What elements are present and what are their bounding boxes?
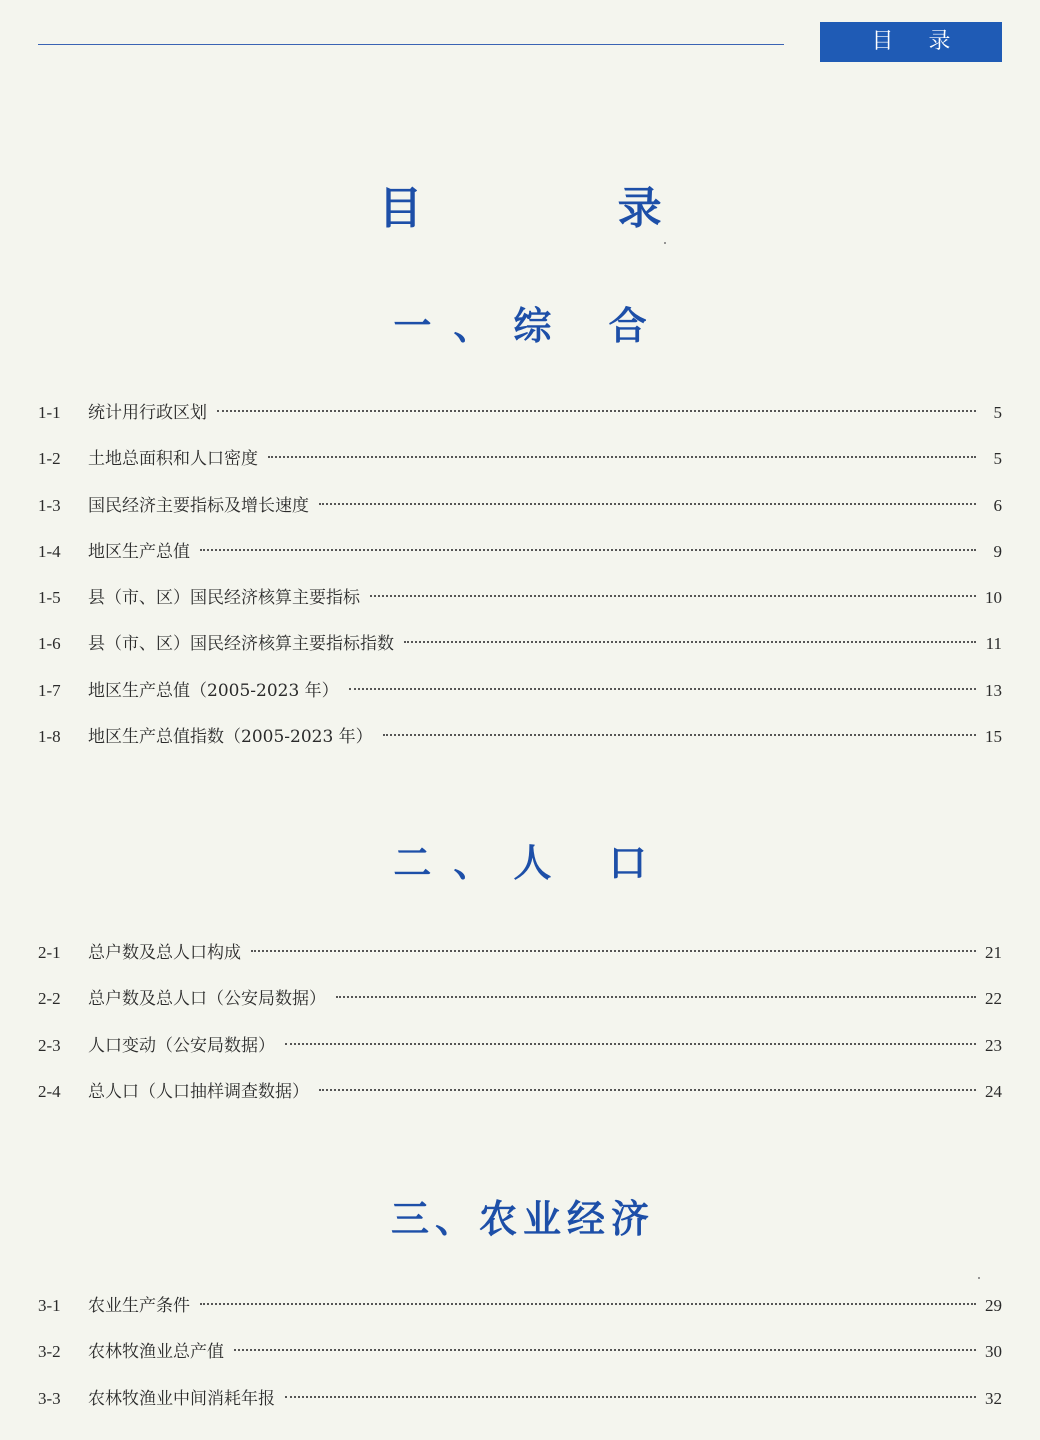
toc-entry-title: 县（市、区）国民经济核算主要指标指数 (88, 634, 394, 655)
toc-leader-dots (319, 503, 976, 505)
toc-entry-title: 地区生产总值（2005-2023 年） (88, 680, 339, 701)
toc-entry-number: 2-2 (38, 989, 61, 1009)
toc-entry-title: 县（市、区）国民经济核算主要指标 (88, 588, 360, 609)
toc-entry-page: 6 (993, 495, 1002, 515)
toc-entry-title: 地区生产总值指数（2005-2023 年） (88, 727, 373, 748)
toc-leader-dots (370, 595, 976, 597)
section-heading-3: 三、农业经济 (390, 1197, 655, 1241)
toc-leader-dots (234, 1349, 976, 1351)
toc-entry-number: 3-3 (38, 1388, 61, 1408)
toc-entry[interactable] (38, 984, 1002, 1030)
toc-entry-page: 21 (985, 943, 1002, 962)
toc-entry-page: 30 (985, 1342, 1002, 1362)
toc-leader-dots (285, 1396, 976, 1398)
toc-entry-number: 1-4 (38, 541, 61, 561)
toc-entry-title: 国民经济主要指标及增长速度 (88, 495, 309, 516)
toc-entry-page: 15 (985, 727, 1002, 747)
toc-leader-dots (285, 1043, 976, 1045)
toc-entry-number: 2-3 (38, 1035, 61, 1055)
paper-speck (978, 1277, 980, 1279)
toc-entry-number: 1-7 (38, 680, 61, 700)
section-heading-2: 二、人 口 (393, 841, 669, 885)
toc-leader-dots (319, 1089, 976, 1091)
toc-leader-dots (251, 950, 976, 952)
toc-entry-page: 11 (985, 634, 1002, 654)
toc-entry-page: 23 (985, 1035, 1002, 1055)
header-section-tab: 目 录 (820, 22, 1002, 62)
page-title: 目 录 (378, 183, 752, 234)
toc-entry-page: 9 (993, 541, 1002, 561)
toc-entry-title: 人口变动（公安局数据） (88, 1035, 275, 1056)
toc-entry[interactable] (38, 1384, 1002, 1430)
toc-entry-number: 1-1 (38, 403, 61, 422)
toc-list-section-1 (38, 398, 1002, 768)
toc-entry-number: 1-2 (38, 449, 61, 469)
toc-entry-number: 1-8 (38, 727, 61, 747)
header-rule (38, 44, 784, 45)
toc-entry[interactable] (38, 398, 1002, 444)
toc-entry-page: 5 (993, 449, 1002, 469)
toc-entry-page: 32 (985, 1388, 1002, 1408)
toc-entry-number: 3-2 (38, 1342, 61, 1362)
toc-leader-dots (383, 734, 976, 736)
toc-entry-page: 5 (993, 403, 1002, 422)
toc-entry-number: 1-6 (38, 634, 61, 654)
toc-entry-page: 29 (985, 1296, 1002, 1315)
toc-entry-page: 10 (985, 588, 1002, 608)
toc-entry-title: 农林牧渔业总产值 (88, 1342, 224, 1363)
toc-leader-dots (404, 641, 976, 643)
toc-entry-title: 总人口（人口抽样调查数据） (88, 1081, 309, 1102)
toc-entry-title: 总户数及总人口构成 (88, 943, 241, 963)
toc-leader-dots (349, 688, 976, 690)
toc-leader-dots (336, 996, 976, 998)
toc-entry-title: 土地总面积和人口密度 (88, 449, 258, 470)
toc-leader-dots (217, 410, 976, 412)
toc-list-section-3 (38, 1291, 1002, 1430)
toc-entry-number: 2-4 (38, 1081, 61, 1101)
toc-entry[interactable] (38, 629, 1002, 675)
toc-entry[interactable] (38, 722, 1002, 768)
toc-entry[interactable] (38, 537, 1002, 583)
toc-entry-number: 1-5 (38, 588, 61, 608)
toc-entry-page: 22 (985, 989, 1002, 1009)
toc-entry-title: 农林牧渔业中间消耗年报 (88, 1388, 275, 1409)
toc-entry-page: 13 (985, 680, 1002, 700)
toc-entry-title: 总户数及总人口（公安局数据） (88, 989, 326, 1010)
toc-entry-page: 24 (985, 1081, 1002, 1101)
toc-entry-number: 2-1 (38, 943, 61, 962)
toc-leader-dots (200, 1303, 976, 1305)
toc-entry[interactable] (38, 676, 1002, 722)
toc-entry[interactable] (38, 1031, 1002, 1077)
toc-leader-dots (200, 549, 976, 551)
toc-entry-number: 3-1 (38, 1296, 61, 1315)
section-heading-1: 一、综 合 (393, 304, 669, 348)
toc-entry-title: 地区生产总值 (88, 541, 190, 562)
toc-entry-title: 统计用行政区划 (88, 403, 207, 423)
toc-entry[interactable] (38, 938, 1002, 984)
paper-speck (664, 242, 666, 244)
toc-entry[interactable] (38, 583, 1002, 629)
toc-entry[interactable] (38, 1337, 1002, 1383)
toc-list-section-2 (38, 938, 1002, 1123)
toc-entry-number: 1-3 (38, 495, 61, 515)
toc-entry[interactable] (38, 1077, 1002, 1123)
toc-entry[interactable] (38, 1291, 1002, 1337)
toc-entry[interactable] (38, 491, 1002, 537)
toc-leader-dots (268, 456, 976, 458)
toc-entry[interactable] (38, 444, 1002, 490)
toc-entry-title: 农业生产条件 (88, 1296, 190, 1316)
